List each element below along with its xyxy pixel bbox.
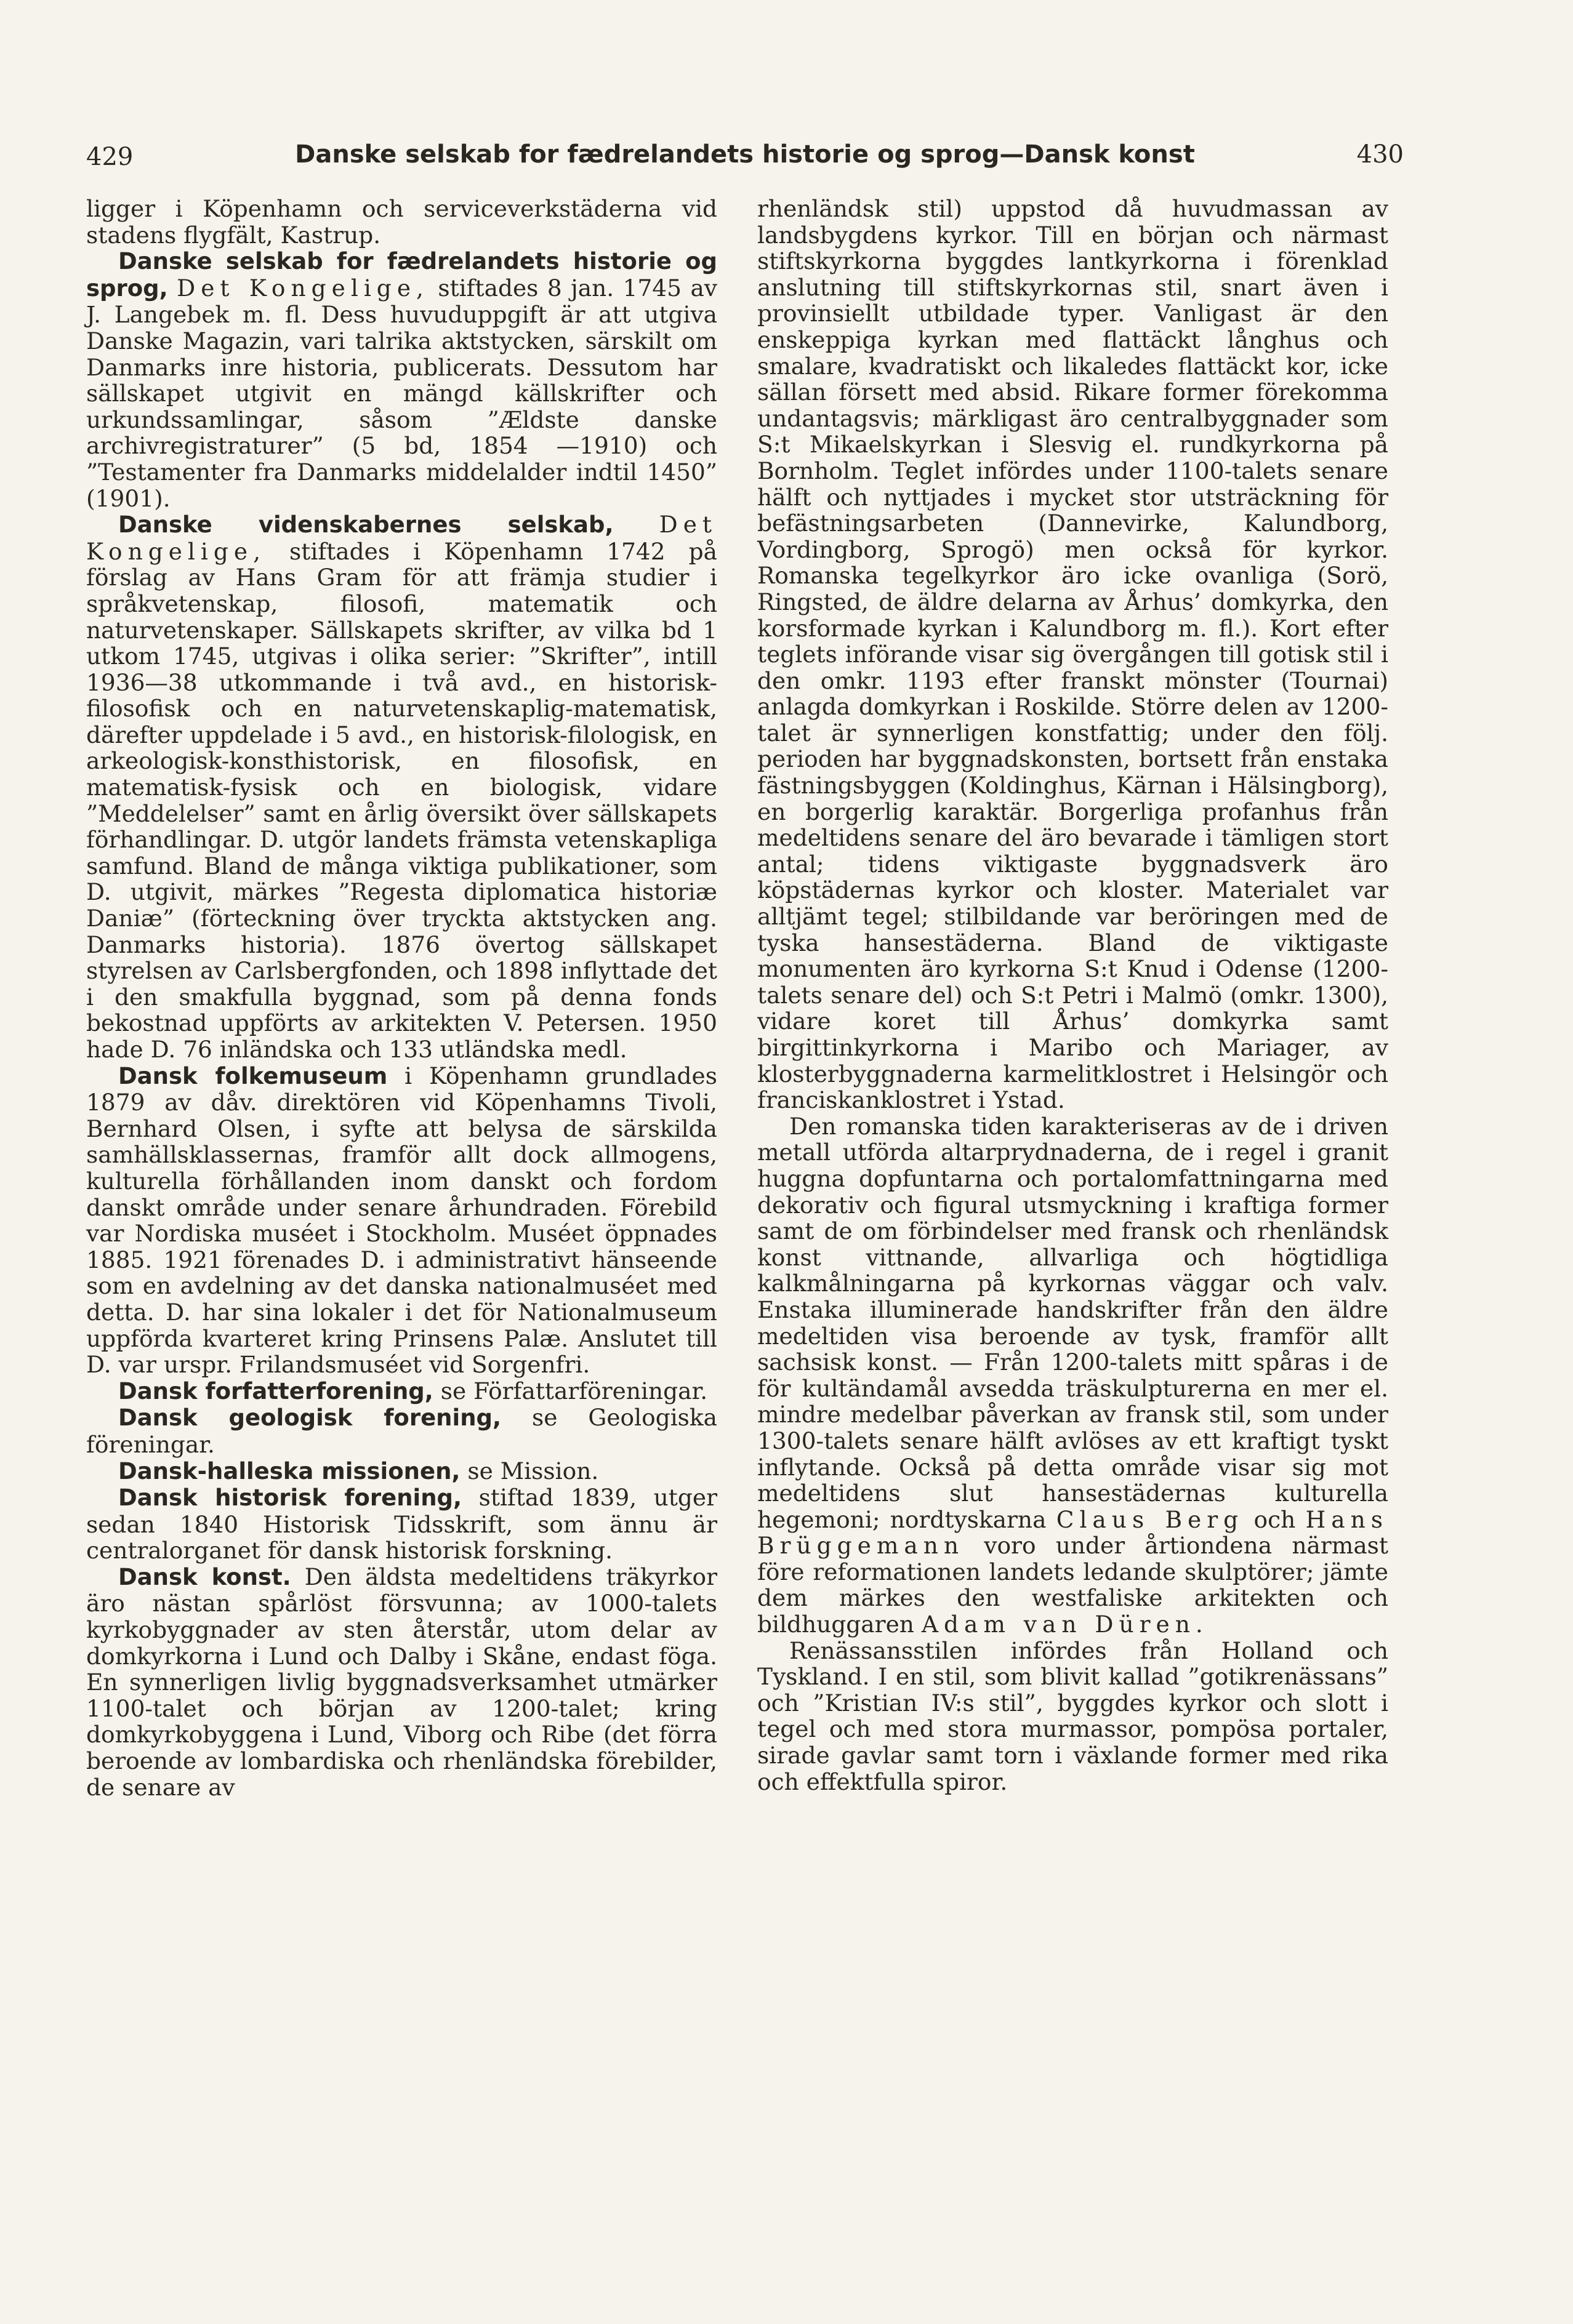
entry-dansk-geologisk-forening <box>86 1404 717 1457</box>
page-header <box>86 140 1404 183</box>
entry-body: stiftades 8 jan. 1745 av J. Langebek m. fl. Dess huvuduppgift är att utgiva Danske Magazin, vari talrika aktstycken, särskilt om Danmarks inre historia, publicerats. Dessutom har sällskapet utgivit en mängd källskrifter och urkundssamlingar, såsom ”Ældste danske archivregistraturer” (5 bd, 1854 —1910) och ”Testamenter fra Danmarks middelalder indtil 1450” (1901). <box>86 274 717 512</box>
entry-dansk-halleska-missionen <box>86 1458 717 1485</box>
entry-dansk-folkemuseum <box>86 1063 717 1378</box>
right-column <box>757 196 1388 2288</box>
paragraph-text: voro under årtiondena närmast före reformationen landets ledande skulptörer; jämte dem märkes den westfaliske arkitekten och bildhuggaren <box>757 1532 1388 1638</box>
entry-body: i Köpenhamn grundlades 1879 av dåv. direktören vid Köpenhamns Tivoli, Bernhard Olsen, i syfte att belysa de särskilda samhällsklassernas, framför allt dock allmogens, kulturella förhållanden inom danskt och fordom danskt område under senare århundraden. Förebild var Nordiska muséet i Stockholm. Muséet öppnades 1885. 1921 förenades D. i administrativt hänseende som en avdelning av det danska nationalmuséet med detta. D. har sina lokaler i det för Nationalmuseum uppförda kvarteret kring Prinsens Palæ. Anslutet till D. var urspr. Frilandsmuséet vid Sorgenfri. <box>86 1062 717 1379</box>
spaced-name: Hans Brüggemann <box>757 1505 1389 1560</box>
page-number-left: 429 <box>86 143 134 171</box>
entry-body: se Mission. <box>467 1457 599 1485</box>
spaced-name: Det Kongelige, <box>177 274 429 302</box>
entry-headword: Danske videnskabernes selskab, <box>118 511 614 539</box>
paragraph-text: och <box>1253 1505 1296 1533</box>
entry-body: se Geologiska föreningar. <box>86 1404 718 1458</box>
entry-dansk-konst <box>86 1564 717 1800</box>
entry-continuation: rhenländsk stil) uppstod då huvudmassan av landsbygdens kyrkor. Till en början och närmast stiftskyrkorna byggdes lantkyrkorna i förenklad anslutning till stiftskyrkornas stil, snart även i provinsiellt utbildade typer. Vanligast är den enskeppiga kyrkan med flattäckt långhus och smalare, kvadratiskt och likaledes flattäckt kor, icke sällan försett med absid. Rikare former förekomma undantagsvis; märkligast äro centralbyggnader som S:t Mikaelskyrkan i Slesvig el. rundkyrkorna på Bornholm. Teglet infördes under 1100-talets senare hälft och nyttjades i mycket stor utsträckning för befästningsarbeten (Dannevirke, Kalundborg, Vordingborg, Sprogö) men också för kyrkor. Romanska tegelkyrkor äro icke ovanliga (Sorö, Ringsted, de äldre delarna av Århus’ domkyrka, den korsformade kyrkan i Kalundborg m. fl.). Kort efter teglets införande visar sig övergången till gotisk stil i den omkr. 1193 efter franskt mönster (Tournai) anlagda domkyrkan i Roskilde. Större delen av 1200-talet är synnerligen konstfattig; under den följ. perioden har byggnadskonsten, bortsett från enstaka fästningsbyggen (Koldinghus, Kärnan i Hälsingborg), en borgerlig karaktär. Borgerliga profanhus från medeltidens senare del äro bevarade i tämligen stort antal; tidens viktigaste byggnadsverk äro köpstädernas kyrkor och kloster. Materialet var alltjämt tegel; stilbildande var beröringen med de tyska hansestäderna. Bland de viktigaste monumenten äro kyrkorna S:t Knud i Odense (1200-talets senare del) och S:t Petri i Malmö (omkr. 1300), vidare koret till Århus’ domkyrka samt birgittinkyrkorna i Maribo och Mariager, av klosterbyggnaderna karmelitklostret i Helsingör och franciskanklostret i Ystad. <box>757 195 1388 1114</box>
entry-headword: Dansk historisk forening, <box>118 1485 462 1512</box>
entry-headword: Dansk forfatterforening, <box>118 1377 433 1404</box>
spaced-name: Adam van Düren. <box>921 1611 1209 1638</box>
spaced-name: Det Kongelige, <box>86 511 717 565</box>
entry-body: se Författarföreningar. <box>440 1377 708 1404</box>
spaced-name: Claus Berg <box>1056 1505 1244 1533</box>
entry-danske-videnskabernes-selskab <box>86 511 717 1062</box>
entry-dansk-forfatterforening <box>86 1378 717 1405</box>
entry-headword: Dansk-halleska missionen, <box>118 1457 461 1485</box>
entry-body: Den äldsta medeltidens träkyrkor äro nästan spårlöst försvunna; av 1000-talets kyrkobyggnader av sten återstår, utom delar av domkyrkorna i Lund och Dalby i Skåne, endast föga. En synnerligen livlig byggnadsverksamhet utmärker 1100-talet och början av 1200-talet; kring domkyrkobyggena i Lund, Viborg och Ribe (det förra beroende av lombardiska och rhenländska förebilder, de senare av <box>86 1563 718 1801</box>
left-column <box>86 196 717 2288</box>
entry-body: stiftad 1839, utger sedan 1840 Historisk Tidsskrift, som ännu är centralorganet för dansk historisk forskning. <box>86 1484 718 1565</box>
page-number-right: 430 <box>1356 140 1404 169</box>
entry-continuation: ligger i Köpenhamn och serviceverkstäderna vid stadens flygfält, Kastrup. <box>86 195 717 249</box>
paragraph-romanska-tiden <box>757 1113 1388 1638</box>
entry-headword: Dansk geologisk forening, <box>118 1404 502 1432</box>
paragraph-renassansstilen: Renässansstilen infördes från Holland och Tyskland. I en stil, som blivit kallad ”gotikrenässans” och ”Kristian IV:s stil”, byggdes kyrkor och slott i tegel och med stora murmassor, pompösa portaler, sirade gavlar samt torn i växlande former med rika och effektfulla spiror. <box>757 1637 1388 1795</box>
entry-body: stiftades i Köpenhamn 1742 på förslag av Hans Gram för att främja studier i språkvetenskap, filosofi, matematik och naturvetenskaper. Sällskapets skrifter, av vilka bd 1 utkom 1745, utgivas i olika serier: ”Skrifter”, intill 1936—38 utkommande i två avd., en historisk-filosofisk och en naturvetenskaplig-matematisk, därefter uppdelade i 5 avd., en historisk-filologisk, en arkeologisk-konsthistorisk, en filosofisk, en matematisk-fysisk och en biologisk, vidare ”Meddelelser” samt en årlig översikt över sällskapets förhandlingar. D. utgör landets främsta vetenskapliga samfund. Bland de många viktiga publikationer, som D. utgivit, märkes ”Regesta diplomatica historiæ Daniæ” (förteckning över tryckta aktstycken ang. Danmarks historia). 1876 övertog sällskapet styrelsen av Carlsbergfonden, och 1898 inflyttade det i den smakfulla byggnad, som på denna fonds bekostnad uppförts av arkitekten V. Petersen. 1950 hade D. 76 inländska och 133 utländska medl. <box>86 537 718 1063</box>
running-title: Danske selskab for fædrelandets historie og sprog—Dansk konst <box>295 140 1195 169</box>
entry-headword: Dansk konst. <box>118 1563 291 1590</box>
entry-headword: Dansk folkemuseum <box>118 1062 388 1089</box>
entry-danske-selskab <box>86 248 717 511</box>
paragraph-text: Den romanska tiden karakteriseras av de i driven metall utförda altarprydnaderna, de i regel i granit huggna dopfuntarna och portalomfattningarna med dekorativ och figural utsmyckning i kraftiga former samt de om förbindelser med fransk och rhenländsk konst vittnande, allvarliga och högtidliga kalkmålningarna på kyrkornas väggar och valv. Enstaka illuminerade handskrifter från den äldre medeltiden visa beroende av tysk, framför allt sachsisk konst. — Från 1200-talets mitt spåras i de för kultändamål avsedda träskulpturerna en mer el. mindre medelbar påverkan av fransk stil, som under 1300-talets senare hälft avlöses av ett kraftigt tyskt inflytande. Också på detta område visar sig mot medeltidens slut hansestädernas kulturella hegemoni; nordtyskarna <box>757 1112 1388 1533</box>
entry-headword: Danske selskab for fædrelandets historie og sprog, <box>86 248 717 302</box>
entry-dansk-historisk-forening <box>86 1485 717 1564</box>
